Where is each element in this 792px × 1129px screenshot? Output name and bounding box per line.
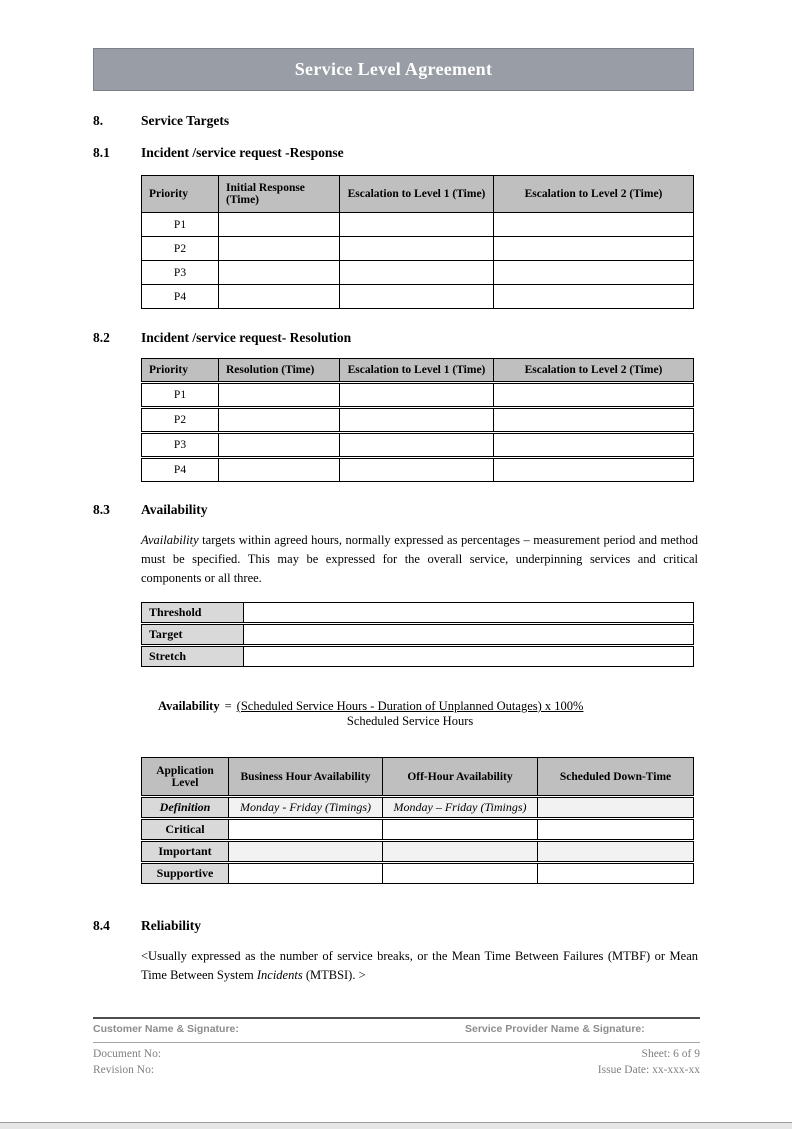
empty-cell — [494, 383, 694, 408]
section-heading-8-3 — [93, 502, 792, 518]
section-title: Service Targets — [141, 113, 230, 128]
empty-cell — [340, 237, 494, 261]
formula-denominator: Scheduled Service Hours — [346, 714, 474, 728]
empty-cell — [229, 863, 383, 884]
section-heading-8 — [93, 113, 792, 129]
app-level-label-cell: Critical — [142, 819, 229, 841]
table-row — [142, 863, 694, 884]
response-table — [141, 175, 694, 309]
empty-cell — [494, 433, 694, 458]
app-level-label-cell: Important — [142, 841, 229, 863]
header-cell: Off-Hour Availability — [383, 758, 538, 797]
threshold-table — [141, 602, 694, 667]
empty-cell — [219, 408, 340, 433]
empty-cell — [340, 433, 494, 458]
empty-cell — [494, 237, 694, 261]
document-title: Service Level Agreement — [294, 59, 493, 79]
empty-cell — [494, 261, 694, 285]
table-row — [142, 261, 694, 285]
document-info-left — [93, 1046, 161, 1078]
empty-cell — [219, 383, 340, 408]
table-header-row — [142, 359, 694, 383]
empty-cell — [219, 433, 340, 458]
sheet-number: Sheet: 6 of 9 — [641, 1048, 700, 1060]
priority-cell: P4 — [142, 458, 219, 482]
table-row — [142, 646, 694, 667]
header-cell: Priority — [142, 176, 219, 213]
empty-cell — [538, 863, 694, 884]
empty-cell — [383, 841, 538, 863]
empty-cell — [538, 841, 694, 863]
document-info-right — [598, 1046, 700, 1078]
reliability-paragraph — [141, 947, 698, 985]
section-number: 8.2 — [93, 330, 110, 345]
empty-cell — [494, 458, 694, 482]
section-title: Incident /service request- Resolution — [141, 330, 352, 345]
table-row — [142, 237, 694, 261]
empty-cell — [219, 458, 340, 482]
empty-cell — [244, 624, 694, 646]
formula-label: Availability — [158, 699, 220, 713]
app-level-label-cell: Definition — [142, 797, 229, 819]
availability-paragraph — [141, 531, 698, 588]
empty-cell — [494, 408, 694, 433]
table-row — [142, 285, 694, 309]
empty-cell — [494, 213, 694, 237]
section-number: 8.3 — [93, 502, 110, 517]
priority-cell: P1 — [142, 383, 219, 408]
issue-date: Issue Date: xx-xxx-xx — [597, 1064, 700, 1076]
section-title: Incident /service request -Response — [141, 145, 344, 160]
header-cell: Escalation to Level 2 (Time) — [494, 359, 694, 383]
table-row — [142, 383, 694, 408]
level-label-cell: Stretch — [142, 646, 244, 667]
empty-cell — [340, 408, 494, 433]
availability-formula — [158, 699, 792, 729]
priority-cell: P3 — [142, 261, 219, 285]
page-footer — [93, 1017, 700, 1078]
table-header-row — [142, 758, 694, 797]
revision-no-label: Revision No: — [93, 1064, 155, 1076]
table-header-row — [142, 176, 694, 213]
priority-cell: P2 — [142, 408, 219, 433]
empty-cell — [383, 863, 538, 884]
reliability-text: <Usually expressed as the number of service breaks, or the Mean Time Between Failures (MTBF) or Mean Time Between System — [141, 949, 698, 982]
table-row — [142, 819, 694, 841]
header-cell: Scheduled Down-Time — [538, 758, 694, 797]
empty-cell — [538, 819, 694, 841]
document-title-banner — [93, 48, 694, 91]
empty-cell — [219, 237, 340, 261]
empty-cell — [340, 458, 494, 482]
section-title: Reliability — [141, 918, 201, 933]
empty-cell — [340, 383, 494, 408]
section-number: 8.1 — [93, 145, 110, 160]
empty-cell — [340, 261, 494, 285]
timing-cell: Monday - Friday (Timings) — [229, 797, 383, 819]
section-heading-8-4 — [93, 918, 792, 934]
header-cell: Escalation to Level 1 (Time) — [340, 176, 494, 213]
reliability-italic-word: Incidents — [256, 968, 303, 982]
section-heading-8-2 — [93, 330, 792, 346]
empty-cell — [383, 819, 538, 841]
empty-cell — [219, 213, 340, 237]
priority-cell: P3 — [142, 433, 219, 458]
table-row — [142, 408, 694, 433]
availability-paragraph-text: targets within agreed hours, normally expressed as percentages – measurement period and method must be specified. This may be expressed for the overall service, underpinning services and critical components or all three. — [141, 533, 698, 585]
empty-cell — [229, 819, 383, 841]
table-row — [142, 213, 694, 237]
reliability-text: (MTBSI). > — [302, 968, 366, 982]
section-number: 8. — [93, 113, 104, 128]
section-heading-8-1 — [93, 145, 792, 161]
section-number: 8.4 — [93, 918, 110, 933]
table-row — [142, 797, 694, 819]
table-row — [142, 624, 694, 646]
empty-cell — [244, 646, 694, 667]
table-row — [142, 603, 694, 624]
provider-signature-label: Service Provider Name & Signature: — [465, 1023, 645, 1035]
formula-fraction — [237, 699, 584, 729]
level-label-cell: Target — [142, 624, 244, 646]
section-title: Availability — [141, 502, 208, 517]
header-cell: Initial Response (Time) — [219, 176, 340, 213]
document-info-block — [93, 1042, 700, 1078]
empty-cell — [538, 797, 694, 819]
table-row — [142, 841, 694, 863]
priority-cell: P2 — [142, 237, 219, 261]
header-cell: Application Level — [142, 758, 229, 797]
app-level-label-cell: Supportive — [142, 863, 229, 884]
signature-row — [93, 1017, 700, 1042]
empty-cell — [229, 841, 383, 863]
priority-cell: P1 — [142, 213, 219, 237]
empty-cell — [244, 603, 694, 624]
empty-cell — [219, 285, 340, 309]
header-cell: Business Hour Availability — [229, 758, 383, 797]
header-cell: Resolution (Time) — [219, 359, 340, 383]
priority-cell: P4 — [142, 285, 219, 309]
formula-numerator: (Scheduled Service Hours - Duration of Unplanned Outages) x 100% — [236, 699, 584, 713]
window-bottom-edge — [0, 1122, 792, 1129]
formula-equals: = — [224, 699, 232, 713]
header-cell: Escalation to Level 2 (Time) — [494, 176, 694, 213]
table-row — [142, 458, 694, 482]
empty-cell — [494, 285, 694, 309]
empty-cell — [340, 285, 494, 309]
application-level-table — [141, 757, 694, 884]
resolution-table — [141, 358, 694, 482]
empty-cell — [219, 261, 340, 285]
header-cell: Escalation to Level 1 (Time) — [340, 359, 494, 383]
level-label-cell: Threshold — [142, 603, 244, 624]
availability-lead-word: Availability — [141, 533, 199, 547]
header-cell: Priority — [142, 359, 219, 383]
customer-signature-label: Customer Name & Signature: — [93, 1023, 239, 1035]
table-row — [142, 433, 694, 458]
timing-cell: Monday – Friday (Timings) — [383, 797, 538, 819]
empty-cell — [340, 213, 494, 237]
document-no-label: Document No: — [93, 1048, 162, 1060]
